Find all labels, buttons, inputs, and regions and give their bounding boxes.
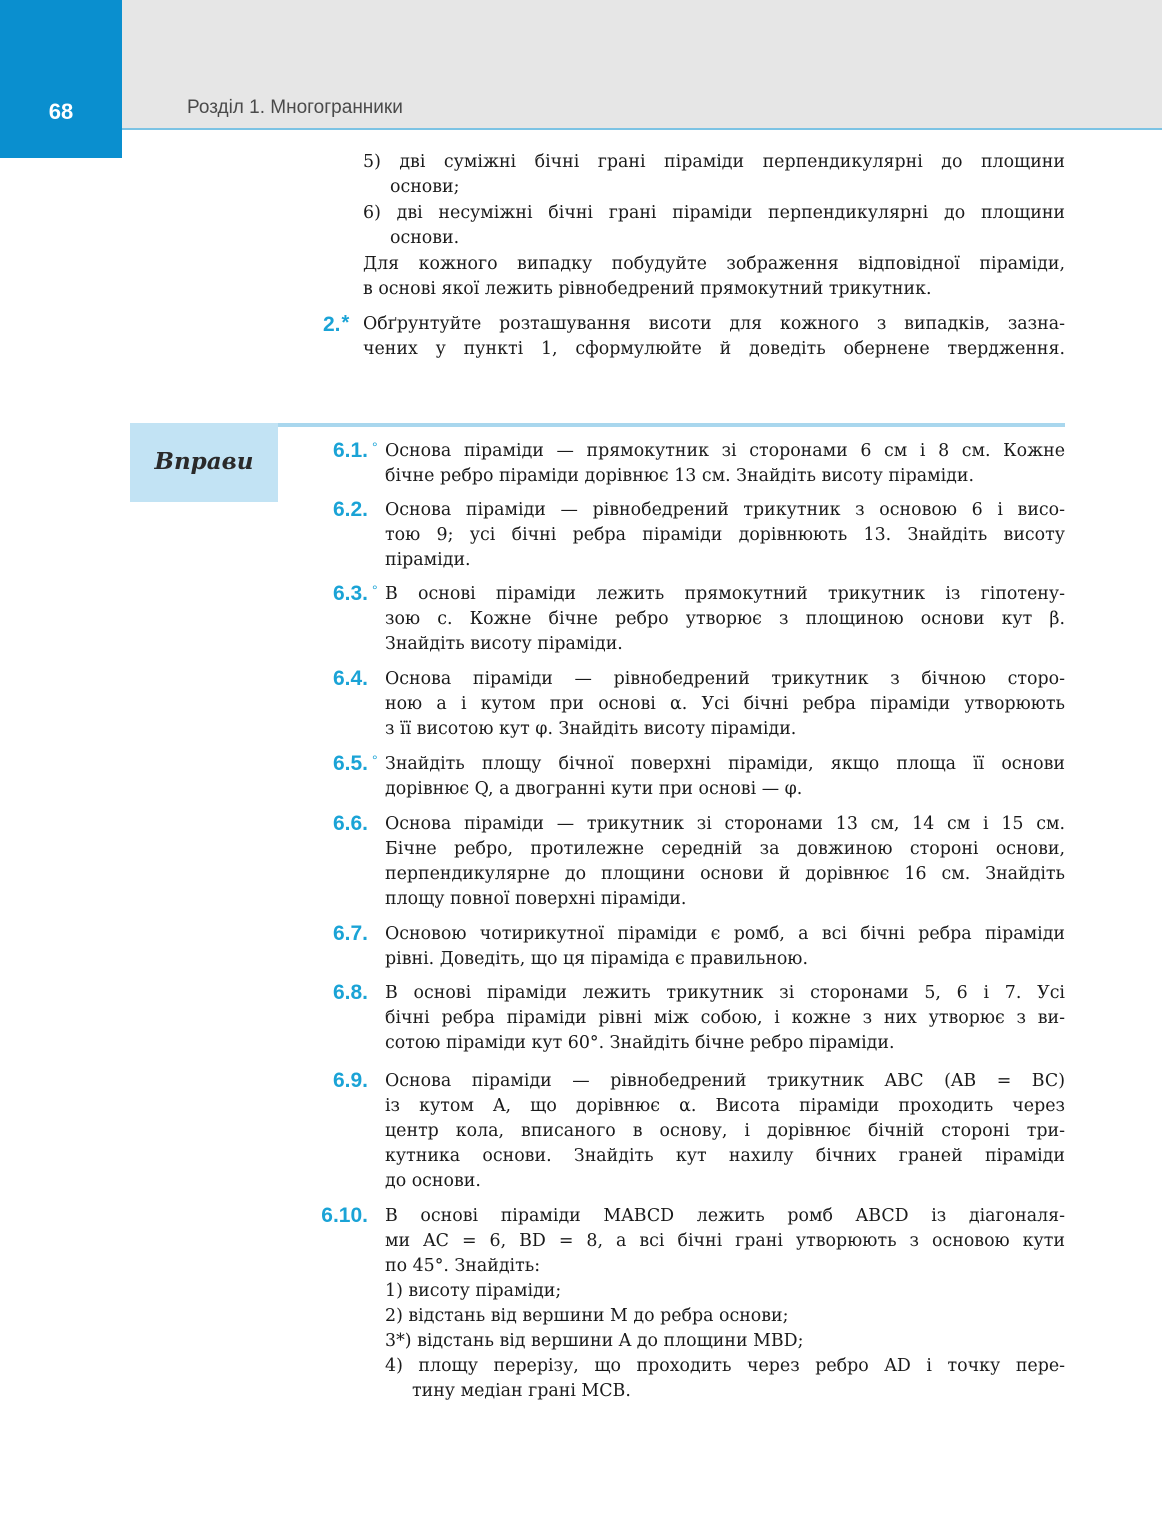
list-item-text: 4) площу перерізу, що проходить через ребро AD і точку пере- [385,1356,1065,1376]
section-rule [278,423,1065,427]
difficulty-mark: * [341,312,350,334]
text-line: основи; [390,177,460,197]
text-line: В основі піраміди лежить прямокутний трикутник із гіпотену- [385,584,1065,604]
text-line: по 45°. Знайдіть: [385,1256,541,1276]
page-number: 68 [48,99,74,124]
header-band [0,0,1162,128]
text-line: Для кожного випадку побудуйте зображення відповідної піраміди, [363,254,1065,274]
exercise-number-text: 6.2. [332,498,368,521]
exercise-number-text: 6.8. [332,981,368,1004]
text-line: площу повної поверхні піраміди. [385,889,687,909]
exercise-number-text: 6.7. [332,922,368,945]
exercise-number [308,1068,368,1093]
exercise-number-text: 6.10. [321,1204,368,1227]
difficulty-mark: ° [372,439,378,455]
exercise-number-text: 6.4. [332,667,368,690]
exercise-number [308,751,378,776]
text-line: В основі піраміди лежить трикутник зі сторонами 5, 6 і 7. Усі [385,983,1065,1003]
exercise-number [308,980,368,1005]
text-line: Основою чотирикутної піраміди є ромб, а всі бічні ребра піраміди [385,924,1065,944]
text-line: 6) дві несуміжні бічні грані піраміди перпендикулярні до площини [363,203,1065,223]
exercise-number [308,811,368,836]
text-line: кутника основи. Знайдіть кут нахилу бічних граней піраміди [385,1146,1065,1166]
text-line: Основа піраміди — прямокутник зі сторонами 6 см і 8 см. Кожне [385,441,1065,461]
text-line: сотою піраміди кут 60°. Знайдіть бічне ребро піраміди. [385,1033,895,1053]
exercise-number-text: 6.9. [332,1069,368,1092]
text-line: Знайдіть площу бічної поверхні піраміди, якщо площа її основи [385,754,1065,774]
exercise-number-text: 6.3. [332,582,368,605]
text-line: піраміди. [385,550,471,570]
text-line: перпендикулярне до площини основи й дорівнює 16 см. Знайдіть [385,864,1065,884]
exercise-number [308,666,368,691]
text-line: Основа піраміди — рівнобедрений трикутник ABC (AB = BC) [385,1071,1065,1091]
task-number [323,311,349,337]
text-line: дорівнює Q, а двогранні кути при основі — φ. [385,779,803,799]
text-line: рівні. Доведіть, що ця піраміда є правильною. [385,949,808,969]
text-line: з її висотою кут φ. Знайдіть висоту піраміди. [385,719,797,739]
text-line: Основа піраміди — рівнобедрений трикутник з основою 6 і висо- [385,500,1065,520]
task-number-text: 2. [323,313,341,336]
text-line: ною a і кутом при основі α. Усі бічні ребра піраміди утворюють [385,694,1065,714]
list-item-text: 1) висоту піраміди; [385,1281,562,1301]
page-number-tab [0,0,122,158]
running-head: Розділ 1. Многогранники [187,97,403,118]
text-line: Основа піраміди — рівнобедрений трикутник з бічною сторо- [385,669,1065,689]
list-item-text: тину медіан грані MCB. [412,1381,631,1401]
exercise-number-text: 6.1. [332,439,368,462]
difficulty-mark: ° [372,582,378,598]
text-line: Основа піраміди — трикутник зі сторонами 13 см, 14 см і 15 см. [385,814,1065,834]
text-line: бічні ребра піраміди рівні між собою, і кожне з них утворює з ви- [385,1008,1065,1028]
exercise-number [308,921,368,946]
text-line: Обґрунтуйте розташування висоти для кожного з випадків, зазна- [363,314,1065,334]
exercise-number [308,497,368,522]
section-label: Вправи [154,448,254,475]
text-line: із кутом A, що дорівнює α. Висота піраміди проходить через [385,1096,1065,1116]
text-line: центр кола, вписаного в основу, і дорівнює бічній стороні три- [385,1121,1065,1141]
exercise-number [308,581,378,606]
list-item-text: 3*) відстань від вершини A до площини MBD; [385,1331,804,1351]
text-line: Бічне ребро, протилежне середній за довжиною стороні основи, [385,839,1065,859]
text-line: В основі піраміди MABCD лежить ромб ABCD із діагоналя- [385,1206,1065,1226]
text-line: Знайдіть висоту піраміди. [385,634,623,654]
exercise-number-text: 6.5. [332,752,368,775]
text-line: тою 9; усі бічні ребра піраміди дорівнюють 13. Знайдіть висоту [385,525,1065,545]
text-line: в основі якої лежить рівнобедрений прямокутний трикутник. [363,279,932,299]
text-line: 5) дві суміжні бічні грані піраміди перпендикулярні до площини [363,152,1065,172]
exercise-number [308,1203,368,1228]
difficulty-mark: ° [372,752,378,768]
text-line: зою c. Кожне бічне ребро утворює з площиною основи кут β. [385,609,1065,629]
text-line: бічне ребро піраміди дорівнює 13 см. Знайдіть висоту піраміди. [385,466,974,486]
exercise-number [308,438,378,463]
text-line: до основи. [385,1171,481,1191]
header-rule [122,128,1162,130]
text-line: чених у пункті 1, сформулюйте й доведіть обернене твердження. [363,339,1065,359]
exercise-number-text: 6.6. [332,812,368,835]
list-item-text: 2) відстань від вершини M до ребра основи; [385,1306,789,1326]
text-line: основи. [390,228,460,248]
text-line: ми AC = 6, BD = 8, а всі бічні грані утворюють з основою кути [385,1231,1065,1251]
